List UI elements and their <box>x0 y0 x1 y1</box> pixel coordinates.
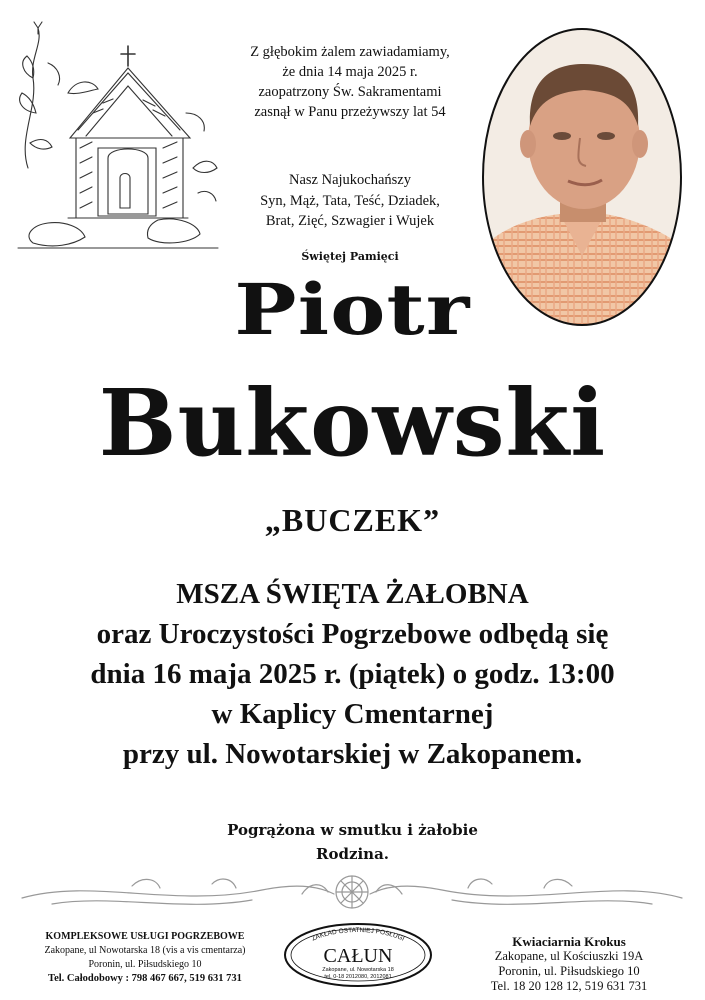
intro-line: że dnia 14 maja 2025 r. <box>282 64 418 80</box>
nickname: „BUCZEK” <box>264 502 441 538</box>
footer-left-line: Zakopane, ul Nowotarska 18 (vis a vis cmentarza) <box>44 945 246 956</box>
chapel-sketch-icon <box>8 18 223 250</box>
footer-left-line: Poronin, ul. Piłsudskiego 10 <box>88 959 202 970</box>
funeral-services-info <box>10 930 280 986</box>
family-roles <box>230 170 470 232</box>
family-line: Syn, Mąż, Tata, Teść, Dziadek, <box>260 192 440 209</box>
mass-line: przy ul. Nowotarskiej w Zakopanem. <box>122 738 583 770</box>
family-line: Nasz Najukochańszy <box>289 172 411 188</box>
logo-phone: tel. 0-18 2012080, 2012081 <box>324 974 392 980</box>
mass-line: dnia 16 maja 2025 r. (piątek) o godz. 13:00 <box>90 658 615 690</box>
mass-line: oraz Uroczystości Pogrzebowe odbędą się <box>96 618 609 650</box>
intro-line: Z głębokim żalem zawiadamiamy, <box>250 44 450 60</box>
mass-announcement <box>0 574 705 774</box>
family-line: Brat, Zięć, Szwagier i Wujek <box>265 213 435 229</box>
mourning-line: Pogrążona w smutku i żałobie <box>227 821 478 839</box>
mourning-signature <box>0 818 705 866</box>
footer-right-line: Poronin, ul. Piłsudskiego 10 <box>498 964 640 978</box>
logo-top-text: ZAKŁAD OSTATNIEJ POSŁUGI <box>310 926 406 943</box>
logo-name: CAŁUN <box>323 945 393 967</box>
logo-address: Zakopane, ul. Nowotarska 18 <box>322 967 394 973</box>
last-name: Bukowski <box>98 369 607 477</box>
intro-line: zasnął w Panu przeżywszy lat 54 <box>254 104 446 120</box>
footer-left-line: KOMPLEKSOWE USŁUGI POGRZEBOWE <box>45 931 245 942</box>
intro-text <box>230 42 470 122</box>
first-name: Piotr <box>234 268 471 351</box>
mass-line: MSZA ŚWIĘTA ŻAŁOBNA <box>176 578 529 610</box>
memory-label: Świętej Pamięci <box>301 250 399 263</box>
florist-name: Kwiaciarnia Krokus <box>512 934 626 949</box>
footer-left-phone: Tel. Całodobowy : 798 467 667, 519 631 731 <box>48 973 242 984</box>
floral-ornament-icon <box>12 868 692 916</box>
footer-right-line: Zakopane, ul Kościuszki 19A <box>494 949 644 963</box>
intro-line: zaopatrzony Św. Sakramentami <box>258 84 442 100</box>
mourning-line: Rodzina. <box>315 845 390 863</box>
funeral-home-logo <box>282 922 434 988</box>
footer-right-phone: Tel. 18 20 128 12, 519 631 731 <box>490 979 648 993</box>
florist-info <box>438 934 700 994</box>
mass-line: w Kaplicy Cmentarnej <box>211 698 494 730</box>
